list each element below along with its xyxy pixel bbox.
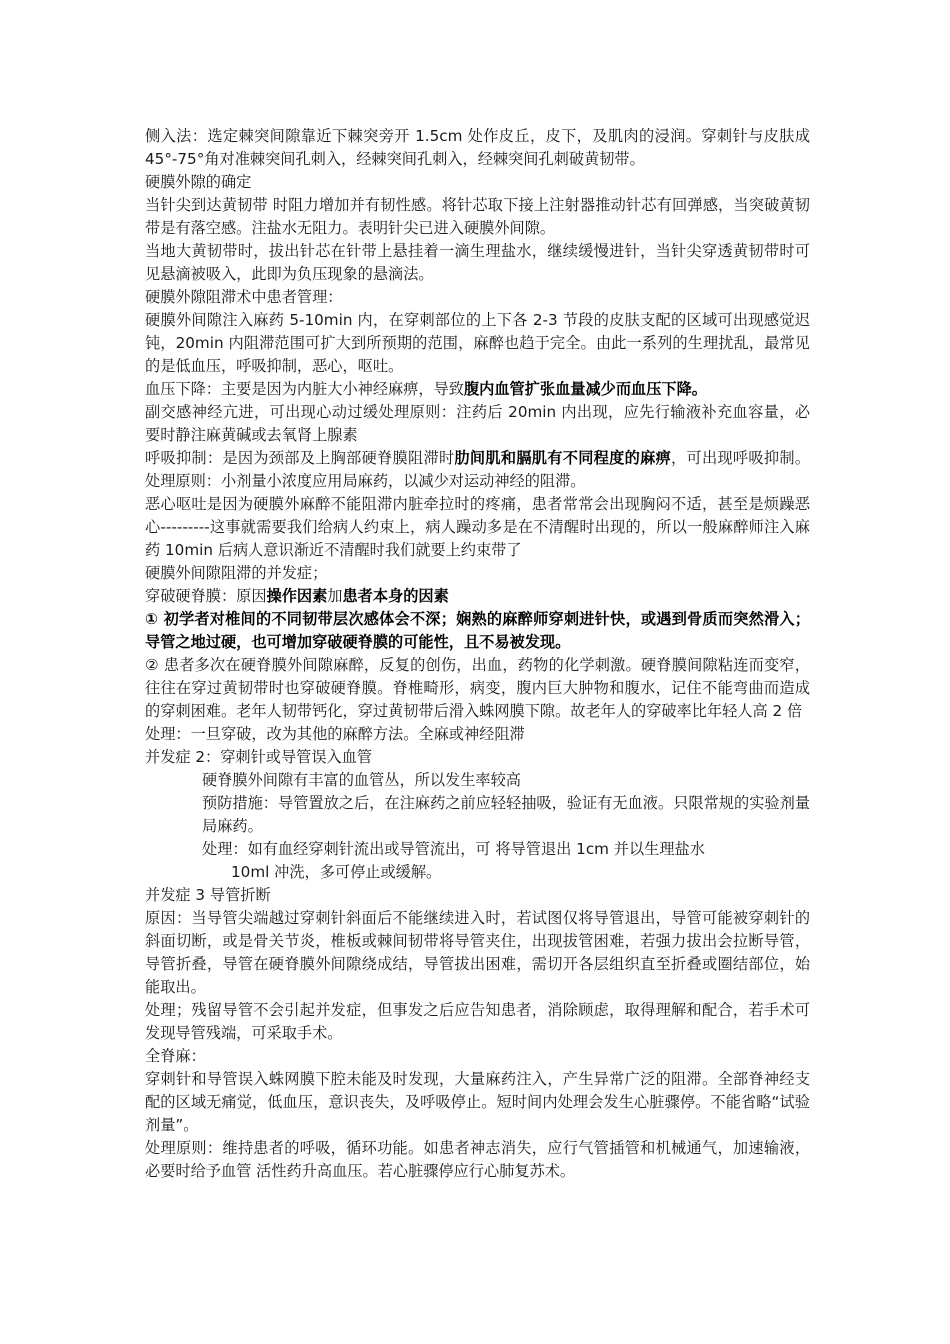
hypotension-text: 血压下降：主要是因为内脏大小神经麻痹，导致: [145, 380, 464, 398]
paragraph-vascular-treatment-cont: 10ml 冲洗，多可停止或缓解。: [231, 863, 442, 881]
paragraph-parasympathetic: 副交感神经亢进，可出现心动过缓处理原则：注药后 20min 内出现，应先行输液补充血容量，必要时静注麻黄碱或去氧肾上腺素: [145, 403, 810, 444]
heading-total-spinal: 全脊麻：: [145, 1047, 206, 1065]
paragraph-patient-factors: ② 患者多次在硬脊膜外间隙麻醉，反复的创伤，出血，药物的化学刺激。硬脊膜间隙粘连而变窄，往往在穿过黄韧带时也穿破硬脊膜。脊椎畸形，病变，腹内巨大肿物和腹水，记住不能弯曲而造成的穿刺困难。老年人韧带钙化，穿过黄韧带后滑入蛛网膜下隙。故老年人的穿破率比年轻人高 2 倍: [145, 656, 810, 720]
respiratory-text-2: ，可出现呼吸抑制。处理原则：小剂量小浓度应用局麻药，以减少对运动神经的阻滞。: [145, 449, 811, 490]
dural-text-1: 穿破硬脊膜：原因: [145, 587, 267, 605]
paragraph-treatment-principles: 处理原则：维持患者的呼吸，循环功能。如患者神志消失，应行气管插管和机械通气，加速输液，必要时给予血管 活性药升高血压。若心脏骤停应行心肺复苏术。: [145, 1139, 810, 1180]
paragraph-vascular-treatment: 处理：如有血经穿刺针流出或导管流出，可 将导管退出 1cm 并以生理盐水: [202, 840, 705, 858]
dural-bold-2: 患者本身的因素: [342, 587, 449, 605]
hypotension-bold: 腹内血管扩张血量减少而血压下降。: [463, 380, 707, 398]
heading-patient-management: 硬膜外隙阻滞术中患者管理：: [145, 288, 343, 306]
paragraph-prevention: 预防措施：导管置放之后，在注麻药之前应轻轻抽吸，验证有无血液。只限常规的实验剂量局麻药。: [202, 794, 810, 835]
paragraph-hypotension: [145, 378, 810, 401]
respiratory-bold: 肋间肌和膈肌有不同程度的麻痹: [454, 449, 672, 467]
paragraph-respiratory: [145, 447, 810, 493]
paragraph-hanging-drop: 当地大黄韧带时，拔出针芯在针带上悬挂着一滴生理盐水，继续缓慢进针，当针尖穿透黄韧带时可见悬滴被吸入，此即为负压现象的悬滴法。: [145, 242, 810, 283]
paragraph-lateral-approach: 侧入法：选定棘突间隙靠近下棘突旁开 1.5cm 处作皮丘，皮下，及肌肉的浸润。穿刺针与皮肤成 45°-75°角对准棘突间孔刺入，经棘突间孔刺入，经棘突间孔刺破黄韧带。: [145, 127, 811, 168]
respiratory-text-1: 呼吸抑制：是因为颈部及上胸部硬脊膜阻滞时: [145, 449, 455, 467]
paragraph-dural-puncture: [145, 585, 810, 608]
heading-complication-3: 并发症 3 导管折断: [145, 886, 271, 904]
operator-factors-bold: ① 初学者对椎间的不同韧带层次感体会不深；娴熟的麻醉师穿刺进针快，或遇到骨质而突然滑入；导管之地过硬，也可增加穿破硬脊膜的可能性，且不易被发现。: [145, 610, 810, 651]
paragraph-needle-tip: 当针尖到达黄韧带 时阻力增加并有韧性感。将针芯取下接上注射器推动针芯有回弹感，当突破黄韧带是有落空感。注盐水无阻力。表明针尖已进入硬膜外间隙。: [145, 196, 810, 237]
heading-complication-2: 并发症 2：穿刺针或导管误入血管: [145, 748, 373, 766]
paragraph-dural-treatment: 处理：一旦穿破，改为其他的麻醉方法。全麻或神经阻滞: [145, 725, 525, 743]
paragraph-operator-factors: [145, 608, 810, 654]
dural-bold-1: 操作因素: [266, 587, 328, 605]
heading-complications: 硬膜外间隙阻滞的并发症；: [145, 564, 328, 582]
paragraph-anesthetic-injection: 硬膜外间隙注入麻药 5-10min 内，在穿刺部位的上下各 2-3 节段的皮肤支配的区域可出现感觉迟钝，20min 内阻滞范围可扩大到所预期的范围，麻醉也趋于完全。由此一系列的生理扰乱，最常见的是低血压，呼吸抑制，恶心，呕吐。: [145, 311, 810, 375]
paragraph-catheter-cause: 原因：当导管尖端越过穿刺针斜面后不能继续进入时，若试图仅将导管退出，导管可能被穿刺针的斜面切断，或是骨关节炎，椎板或棘间韧带将导管夹住，出现拔管困难，若强力拔出会拉断导管，导管折叠，导管在硬脊膜外间隙绕成结，导管拔出困难，需切开各层组织直至折叠或圈结部位，始能取出。: [145, 909, 810, 996]
dural-text-2: 加: [327, 587, 343, 605]
document-body: [145, 125, 810, 1183]
paragraph-vascular-plexus: 硬脊膜外间隙有丰富的血管丛，所以发生率较高: [202, 771, 521, 789]
heading-epidural-confirmation: 硬膜外隙的确定: [145, 173, 252, 191]
paragraph-catheter-treatment: 处理；残留导管不会引起并发症，但事发之后应告知患者，消除顾虑，取得理解和配合，若手术可发现导管残端，可采取手术。: [145, 1001, 810, 1042]
paragraph-nausea: 恶心呕吐是因为硬膜外麻醉不能阻滞内脏牵拉时的疼痛，患者常常会出现胸闷不适，甚至是烦躁恶心---------这事就需要我们给病人约束上，病人躁动多是在不清醒时出现的，所以一般麻醉师注入麻药 10min 后病人意识渐近不清醒时我们就要上约束带了: [145, 495, 810, 559]
paragraph-total-spinal: 穿刺针和导管误入蛛网膜下腔未能及时发现，大量麻药注入，产生异常广泛的阻滞。全部脊神经支配的区域无痛觉，低血压，意识丧失，及呼吸停止。短时间内处理会发生心脏骤停。不能省略“试验剂量”。: [145, 1070, 810, 1134]
